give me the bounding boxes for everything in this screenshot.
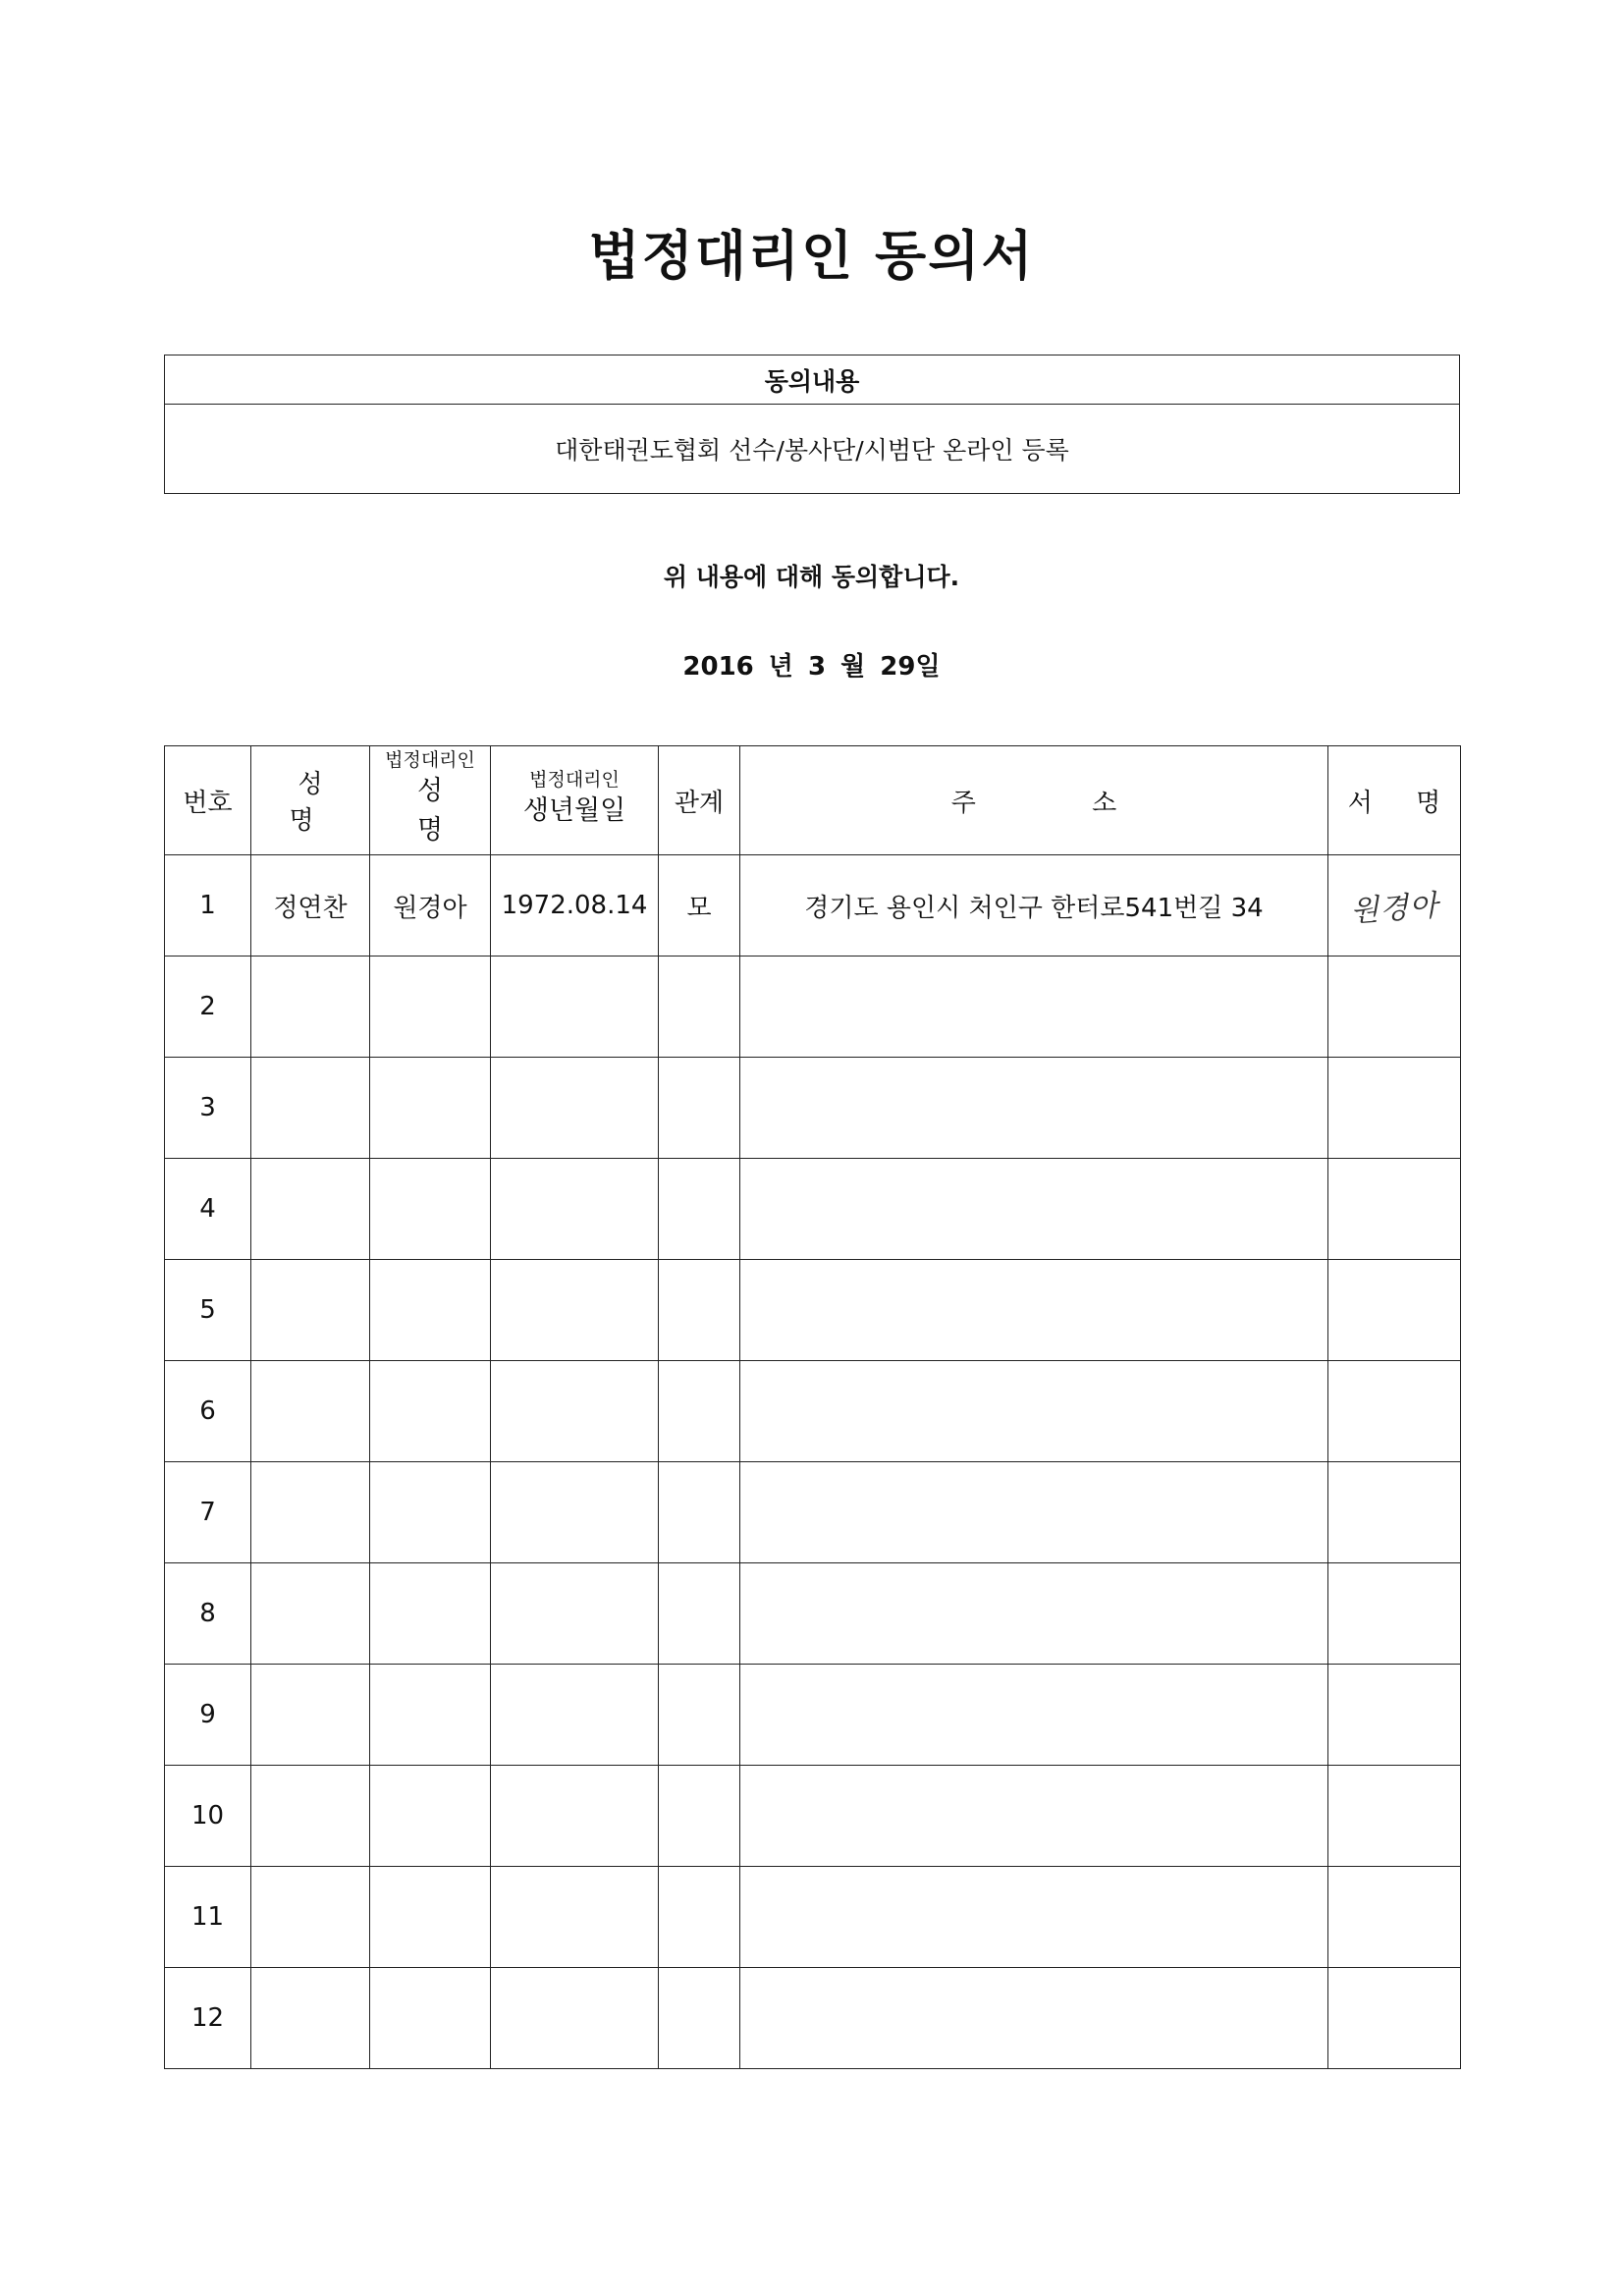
table-row xyxy=(165,1665,1461,1766)
guardian-birthdate-cell xyxy=(491,1462,659,1563)
guardian-name-cell xyxy=(370,1462,491,1563)
row-number-cell: 2 xyxy=(165,957,251,1058)
student-name-cell xyxy=(251,1563,370,1665)
guardian-name-cell xyxy=(370,1563,491,1665)
header-guardian-name-top: 법정대리인 xyxy=(385,749,475,772)
table-row xyxy=(165,1766,1461,1867)
guardian-birthdate-cell xyxy=(491,1563,659,1665)
row-number-cell: 4 xyxy=(165,1159,251,1260)
row-number-cell: 3 xyxy=(165,1058,251,1159)
address-cell xyxy=(740,1766,1328,1867)
relation-cell xyxy=(659,1665,740,1766)
guardian-birthdate-cell xyxy=(491,1260,659,1361)
relation-cell xyxy=(659,1867,740,1968)
guardian-name-cell xyxy=(370,1058,491,1159)
signature-cell xyxy=(1328,1563,1461,1665)
table-row xyxy=(165,1462,1461,1563)
header-relation: 관계 xyxy=(659,746,740,855)
table-header-row xyxy=(165,746,1461,855)
row-number-cell: 10 xyxy=(165,1766,251,1867)
header-name-label: 성 명 xyxy=(289,770,341,836)
relation-cell xyxy=(659,1058,740,1159)
relation-cell xyxy=(659,1563,740,1665)
student-name-cell xyxy=(251,1361,370,1462)
student-name-cell xyxy=(251,1159,370,1260)
table-row xyxy=(165,1159,1461,1260)
header-guardian-birth-top: 법정대리인 xyxy=(529,769,620,792)
table-row xyxy=(165,855,1461,957)
consent-header: 동의내용 xyxy=(165,355,1459,405)
relation-cell xyxy=(659,957,740,1058)
signature-cell xyxy=(1328,1260,1461,1361)
table-row xyxy=(165,1260,1461,1361)
guardian-name-cell xyxy=(370,1766,491,1867)
header-guardian-name-bottom: 성 명 xyxy=(416,775,461,847)
signature-cell xyxy=(1328,1361,1461,1462)
address-cell: 경기도 용인시 처인구 한터로541번길 34 xyxy=(740,855,1328,957)
student-name-cell xyxy=(251,1867,370,1968)
row-number-cell: 8 xyxy=(165,1563,251,1665)
guardian-birthdate-cell xyxy=(491,1361,659,1462)
header-signature-label: 서 명 xyxy=(1347,788,1459,818)
signature-cell xyxy=(1328,1968,1461,2069)
guardian-name-cell xyxy=(370,1968,491,2069)
guardian-birthdate-cell xyxy=(491,1159,659,1260)
document-title: 법정대리인 동의서 xyxy=(588,225,1035,287)
signature-cell xyxy=(1328,1462,1461,1563)
student-name-cell xyxy=(251,1462,370,1563)
table-row xyxy=(165,1361,1461,1462)
student-name-cell xyxy=(251,1260,370,1361)
header-address-label: 주 소 xyxy=(950,788,1117,818)
guardian-birthdate-cell xyxy=(491,1867,659,1968)
address-cell xyxy=(740,1462,1328,1563)
student-name-cell xyxy=(251,1665,370,1766)
relation-cell xyxy=(659,1361,740,1462)
relation-cell xyxy=(659,1766,740,1867)
guardian-birthdate-cell: 1972.08.14 xyxy=(491,855,659,957)
signature-cell xyxy=(1328,1665,1461,1766)
table-row xyxy=(165,1867,1461,1968)
address-cell xyxy=(740,1260,1328,1361)
agreement-statement: 위 내용에 대해 동의합니다. xyxy=(663,563,960,591)
student-name-cell xyxy=(251,1766,370,1867)
date-text: 2016 년 3 월 29일 xyxy=(682,652,941,682)
header-signature xyxy=(1328,746,1461,855)
guardian-name-cell xyxy=(370,1361,491,1462)
consent-box xyxy=(164,355,1460,494)
row-number-cell: 1 xyxy=(165,855,251,957)
guardian-birthdate-cell xyxy=(491,957,659,1058)
address-cell xyxy=(740,1867,1328,1968)
guardian-name-cell xyxy=(370,1867,491,1968)
header-guardian-birth-bottom: 생년월일 xyxy=(522,795,626,827)
signature-cell xyxy=(1328,1058,1461,1159)
header-name xyxy=(251,746,370,855)
address-cell xyxy=(740,957,1328,1058)
address-cell xyxy=(740,1361,1328,1462)
guardian-birthdate-cell xyxy=(491,1968,659,2069)
table-body xyxy=(165,855,1461,2069)
row-number-cell: 11 xyxy=(165,1867,251,1968)
guardian-name-cell xyxy=(370,957,491,1058)
row-number-cell: 6 xyxy=(165,1361,251,1462)
address-cell xyxy=(740,1563,1328,1665)
header-number: 번호 xyxy=(165,746,251,855)
address-cell xyxy=(740,1159,1328,1260)
table-row xyxy=(165,1968,1461,2069)
guardian-birthdate-cell xyxy=(491,1665,659,1766)
row-number-cell: 7 xyxy=(165,1462,251,1563)
relation-cell: 모 xyxy=(659,855,740,957)
guardian-name-cell: 원경아 xyxy=(370,855,491,957)
table-row xyxy=(165,957,1461,1058)
table-row xyxy=(165,1058,1461,1159)
signature-cell xyxy=(1328,1766,1461,1867)
student-name-cell: 정연찬 xyxy=(251,855,370,957)
header-guardian-birth xyxy=(491,746,659,855)
header-guardian-name xyxy=(370,746,491,855)
handwritten-signature: 원경아 xyxy=(1349,888,1440,930)
relation-cell xyxy=(659,1968,740,2069)
address-cell xyxy=(740,1665,1328,1766)
student-name-cell xyxy=(251,1968,370,2069)
signature-cell xyxy=(1328,957,1461,1058)
table-row xyxy=(165,1563,1461,1665)
guardian-name-cell xyxy=(370,1665,491,1766)
address-cell xyxy=(740,1968,1328,2069)
consent-content: 대한태권도협회 선수/봉사단/시범단 온라인 등록 xyxy=(555,436,1069,465)
guardian-birthdate-cell xyxy=(491,1766,659,1867)
consent-table xyxy=(164,745,1461,2069)
signature-cell xyxy=(1328,1867,1461,1968)
row-number-cell: 5 xyxy=(165,1260,251,1361)
guardian-name-cell xyxy=(370,1260,491,1361)
relation-cell xyxy=(659,1462,740,1563)
address-cell xyxy=(740,1058,1328,1159)
guardian-name-cell xyxy=(370,1159,491,1260)
row-number-cell: 9 xyxy=(165,1665,251,1766)
relation-cell xyxy=(659,1159,740,1260)
header-address xyxy=(740,746,1328,855)
row-number-cell: 12 xyxy=(165,1968,251,2069)
signature-cell xyxy=(1328,855,1461,957)
student-name-cell xyxy=(251,957,370,1058)
signature-cell xyxy=(1328,1159,1461,1260)
guardian-birthdate-cell xyxy=(491,1058,659,1159)
relation-cell xyxy=(659,1260,740,1361)
student-name-cell xyxy=(251,1058,370,1159)
